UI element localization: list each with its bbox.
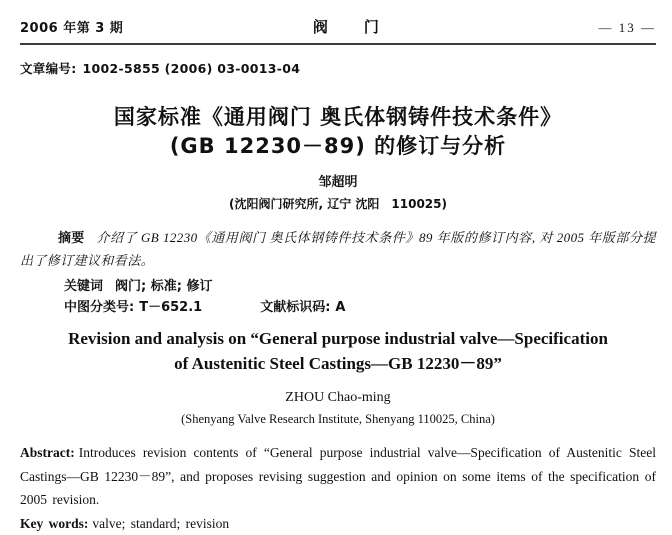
doc-code-value: A (335, 300, 345, 315)
en-keywords-line (20, 512, 656, 535)
issue-label: 2006 年第 3 期 (20, 21, 123, 37)
en-abstract (20, 441, 656, 512)
en-keywords-value: valve; standard; revision (92, 516, 229, 531)
article-id-line (20, 61, 656, 76)
cn-keywords-line (20, 277, 656, 296)
en-abstract-text: Introduces revision contents of “General purpose industrial valve—Specification of Austenitic Steel Castings—GB 12230－89”, and proposes revising suggestion and opinion on some items of the specification of 2005 revision. (20, 445, 656, 507)
en-title-line1: Revision and analysis on “General purpose industrial valve—Specification (20, 326, 656, 351)
cn-title (20, 103, 656, 161)
article-id-value: 1002-5855 (2006) 03-0013-04 (83, 61, 301, 76)
en-affiliation: (Shenyang Valve Research Institute, Shenyang 110025, China) (20, 412, 656, 427)
header-rule (20, 43, 656, 45)
cn-author: 邹超明 (20, 174, 656, 191)
journal-title: 阀 门 (313, 19, 381, 35)
cn-keywords-value: 阀门; 标准; 修订 (115, 279, 212, 294)
clc-label: 中图分类号: (64, 300, 134, 315)
en-title (20, 326, 656, 376)
cn-keywords-label: 关键词 (64, 279, 103, 294)
doc-code-label: 文献标识码: (260, 300, 330, 315)
en-abstract-label: Abstract: (20, 445, 75, 460)
cn-abstract-label: 摘要 (58, 231, 84, 246)
cn-abstract-text: 介绍了 GB 12230《通用阀门 奥氏体钢铸件技术条件》89 年版的修订内容, 对 2005 年版部分提出了修订建议和看法。 (20, 230, 656, 268)
cn-abstract (20, 227, 656, 272)
page-number: — 13 — (598, 20, 656, 36)
en-author: ZHOU Chao-ming (20, 389, 656, 406)
en-title-line2: of Austenitic Steel Castings—GB 12230－89” (20, 351, 656, 376)
clc-value: T－652.1 (139, 300, 202, 315)
cn-clc-line (20, 298, 656, 317)
cn-affiliation: (沈阳阀门研究所, 辽宁 沈阳 110025) (20, 196, 656, 212)
running-header (20, 0, 656, 37)
article-id-label: 文章编号: (20, 61, 77, 76)
cn-title-line2: (GB 12230－89) 的修订与分析 (20, 132, 656, 161)
en-keywords-label: Key words: (20, 516, 88, 531)
cn-title-line1: 国家标准《通用阀门 奥氏体钢铸件技术条件》 (20, 103, 656, 132)
